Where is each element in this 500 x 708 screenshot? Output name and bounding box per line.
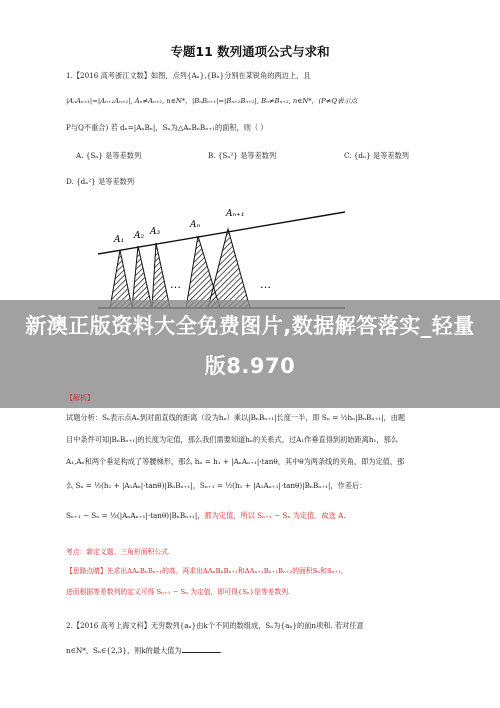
analysis-formula: Sₙ₊₁ − Sₙ = ½(|AₙAₙ₊₁|·tanθ)|BₙBₙ₊₁|，	[66, 511, 205, 520]
q1-option-c: C. {dₙ} 是等差数列	[344, 151, 409, 160]
figure-dots-2: …	[260, 278, 271, 291]
analysis-tag: 【解析】	[66, 394, 94, 402]
triangle-2	[132, 246, 152, 308]
label-an1: Aₙ₊₁	[226, 209, 245, 219]
figure-dots-1: …	[170, 278, 181, 291]
analysis-line-1: 试题分析：Sₙ表示点Aₙ到对面直线的距离（设为hₙ）乘以|BₙBₙ₊₁|长度一半，即 Sₙ = ½hₙ|BₙBₙ₊₁|，由题	[66, 413, 406, 422]
q1-option-a: A. {Sₙ} 是等差数列	[76, 151, 142, 160]
kaodian-note: 考点：新定义题、三角形面积公式.	[66, 548, 171, 556]
answer-blank	[182, 645, 220, 653]
label-an: Aₙ	[190, 220, 201, 230]
q1-line-2: |AₙAₙ₊₁|=|Aₙ₊₁Aₙ₊₂|, Aₙ≠Aₙ₊₂, n∈N*，|BₙBₙ₊₁|=|Bₙ₊₁Bₙ₊₂|, Bₙ≠Bₙ₊₂, n∈N*，(P≠Q表示点	[66, 97, 358, 105]
analysis-line-5	[66, 510, 346, 521]
label-a3: A₃	[150, 227, 161, 237]
q1-option-d: D. {dₙ²} 是等差数列	[66, 177, 135, 186]
q1-line-1: 1.【2016 高考浙江文数】如图，点列{Aₙ},{Bₙ}分别在某锐角的两边上，且	[66, 71, 311, 80]
q2-line-2: n∈N*，Sₙ∈{2,3}，则k的最大值为 .	[66, 646, 222, 655]
banner-text: 新澳正版资料大全免费图片,数据解答落实_轻量版8.970	[25, 314, 475, 378]
q2-line-2-text: n∈N*，Sₙ∈{2,3}，则k的最大值为	[66, 646, 182, 655]
silu-line-2: 进而根据等差数列的定义可得 Sₙ₊₁ − Sₙ 为定值，即可得{Sₙ}是等差数列.	[66, 588, 291, 596]
q1-line-3: P与Q不重合) 若 dₙ=|AₙBₙ|，Sₙ为△AₙBₙBₙ₊₁的面积，则（ ）	[66, 123, 268, 132]
analysis-line-4: 么 Sₙ = ½(h₁ + |A₁Aₙ|·tanθ)|BₙBₙ₊₁|，Sₙ₊₁ = ½(h₁ + |A₁Aₙ₊₁|·tanθ)|BₙBₙ₊₁|，作差后：	[66, 481, 367, 490]
page-title: 专题11 数列通项公式与求和	[170, 44, 330, 59]
analysis-line-2: 目中条件可知|BₙBₙ₊₁|的长度为定值，那么我们需要知道hₙ的关系式，过A₁作垂直得到初始距离h₁，那么	[66, 435, 398, 444]
triangle-n1	[208, 229, 250, 308]
overlay-banner[interactable]	[0, 300, 500, 408]
q1-option-b: B. {Sₙ²} 是等差数列	[208, 151, 277, 160]
triangle-3	[152, 243, 170, 308]
analysis-conclusion: 都为定值，所以 Sₙ₊₁ − Sₙ 为定值．故选 A.	[204, 511, 346, 520]
label-a1: A₁	[114, 235, 125, 245]
label-a2: A₂	[134, 231, 145, 241]
q2-line-1: 2.【2016 高考上海文科】无穷数列{aₙ}由k个不同的数组成，Sₙ为{aₙ}的前n项和. 若对任意	[66, 621, 364, 630]
silu-line-1: 【思路点睛】先求出ΔAₙBₙBₙ₊₁的高，再求出ΔAₙBₙBₙ₊₁和ΔAₙ₊₁Bₙ₊₁Bₙ₊₂的面积Sₙ和Sₙ₊₁，	[66, 567, 348, 575]
analysis-line-3: A₁,Aₙ和两个垂足构成了等腰梯形，那么 hₙ = h₁ + |AₙAₙ₊₁|·tanθ，其中θ为两条线的夹角，即为定值，那	[66, 457, 405, 466]
